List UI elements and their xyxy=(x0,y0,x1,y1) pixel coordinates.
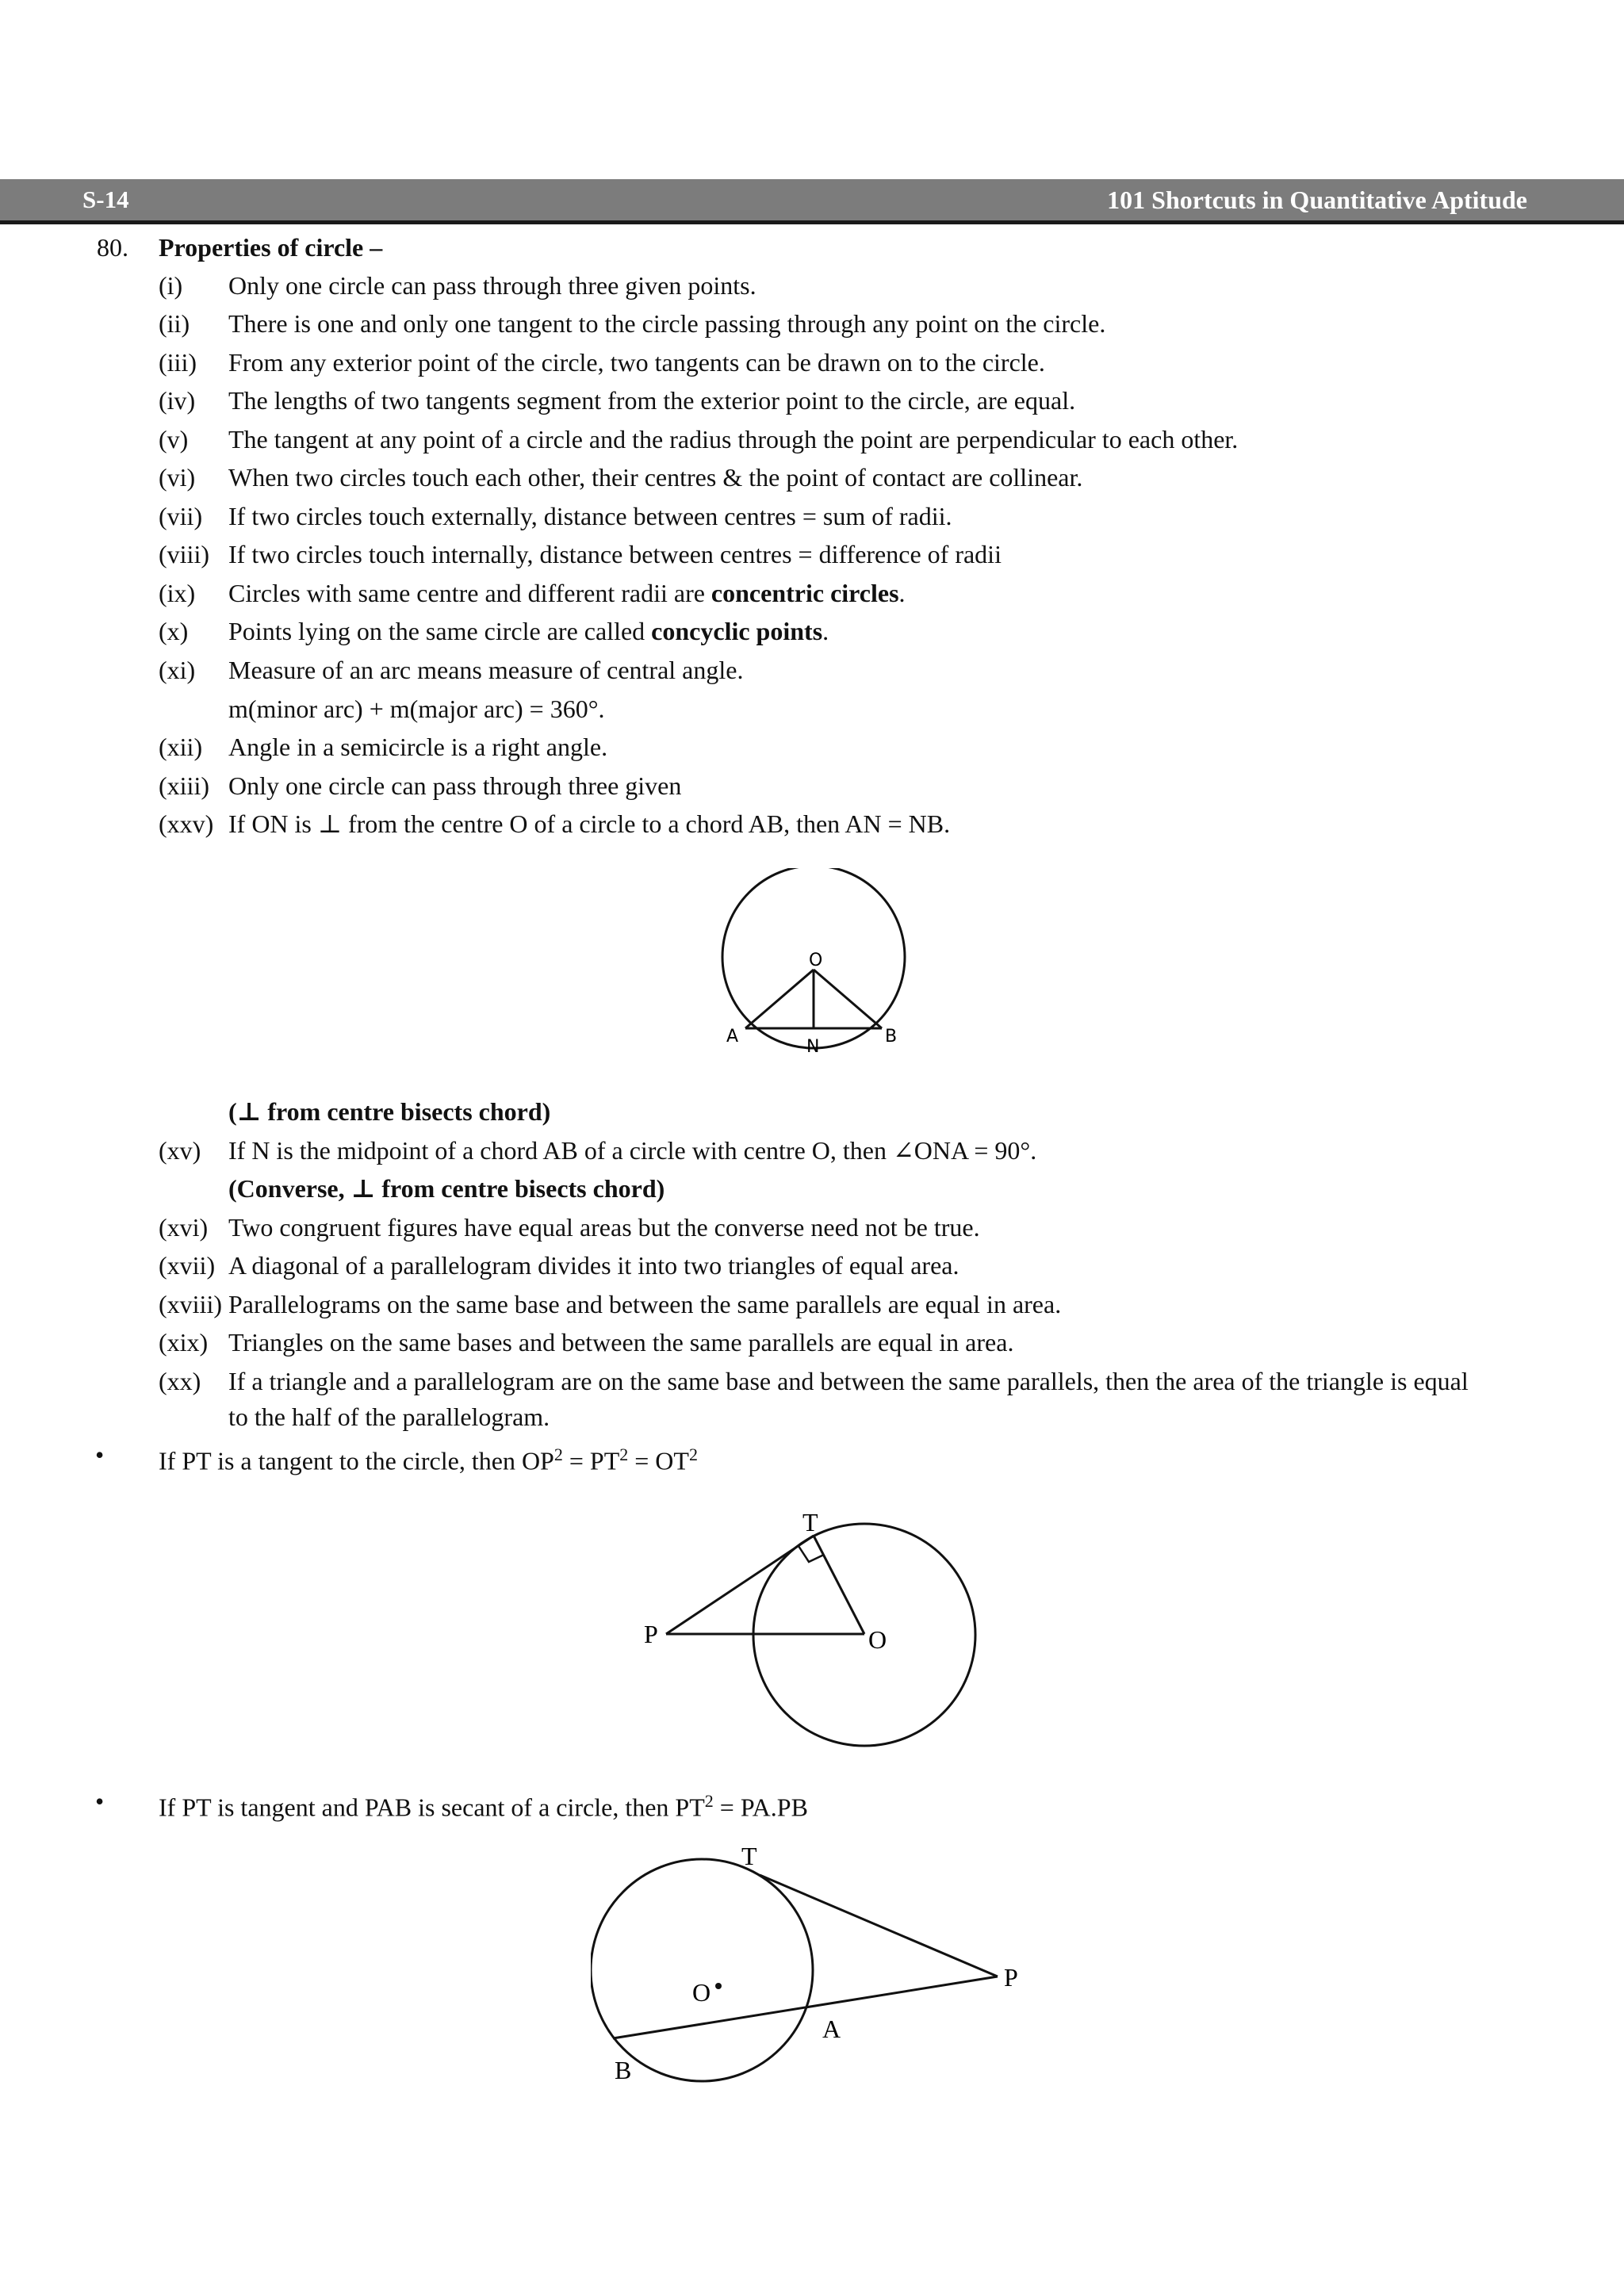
bullet-mark: • xyxy=(95,1787,105,1816)
item-bold-term: concyclic points xyxy=(651,617,823,645)
label-p: P xyxy=(1004,1963,1018,1992)
tangent-pt xyxy=(760,1875,998,1976)
item-text: If ON is ⊥ from the centre O of a circle to a chord AB, then AN = NB. xyxy=(228,809,951,838)
label-o: O xyxy=(868,1625,887,1654)
item-text: If two circles touch externally, distance between centres = sum of radii. xyxy=(228,502,952,530)
circle-outline xyxy=(591,1859,813,2081)
label-b: B xyxy=(885,1027,898,1047)
item-bold-term: concentric circles xyxy=(710,579,899,607)
label-p: P xyxy=(644,1620,658,1648)
bullet-mark: • xyxy=(95,1441,105,1469)
item-number: (x) xyxy=(159,617,189,645)
figure-caption: (Converse, ⊥ from centre bisects chord) xyxy=(228,1174,665,1203)
item-text: If two circles touch internally, distance between centres = difference of radii xyxy=(228,540,1002,568)
radius-ob xyxy=(814,970,882,1028)
text-part: = PA.PB xyxy=(713,1793,808,1822)
item-number: (vi) xyxy=(159,463,196,492)
item-text: The lengths of two tangents segment from the exterior point to the circle, are equal. xyxy=(228,386,1076,415)
superscript: 2 xyxy=(704,1791,714,1811)
item-number: (xvi) xyxy=(159,1213,209,1242)
item-text: Triangles on the same bases and between the same parallels are equal in area. xyxy=(228,1328,1014,1357)
item-number: (ix) xyxy=(159,579,196,607)
superscript: 2 xyxy=(553,1445,563,1464)
label-a: A xyxy=(726,1027,739,1047)
item-text xyxy=(228,615,829,647)
item-text-part: Circles with same centre and different radii are xyxy=(228,579,711,607)
item-number: (xvii) xyxy=(159,1251,216,1280)
radius-oa xyxy=(745,970,814,1028)
item-text xyxy=(228,577,906,609)
item-number: (xviii) xyxy=(159,1290,222,1318)
label-t: T xyxy=(741,1842,757,1870)
section-title: Properties of circle – xyxy=(159,233,383,262)
section-number: 80. xyxy=(97,233,128,262)
item-number: (v) xyxy=(159,425,189,453)
item-number: (xxv) xyxy=(159,809,214,838)
item-text: A diagonal of a parallelogram divides it into two triangles of equal area. xyxy=(228,1251,959,1280)
label-o: O xyxy=(692,1978,711,2007)
label-a: A xyxy=(822,2015,841,2043)
item-text: Only one circle can pass through three given xyxy=(228,771,682,800)
label-n: N xyxy=(806,1037,820,1057)
item-number: (iv) xyxy=(159,386,196,415)
item-text: There is one and only one tangent to the circle passing through any point on the circle. xyxy=(228,309,1106,338)
item-number: (i) xyxy=(159,271,183,300)
item-number: (viii) xyxy=(159,540,209,568)
page-header xyxy=(0,179,1624,224)
item-text-line2: m(minor arc) + m(major arc) = 360°. xyxy=(228,695,605,723)
label-t: T xyxy=(802,1508,818,1536)
item-text: From any exterior point of the circle, two tangents can be drawn on to the circle. xyxy=(228,348,1045,377)
page-number: S-14 xyxy=(82,186,129,213)
label-o: O xyxy=(809,951,823,970)
item-text-part: Points lying on the same circle are called xyxy=(228,617,652,645)
item-text: When two circles touch each other, their centres & the point of contact are collinear. xyxy=(228,463,1083,492)
item-number: (iii) xyxy=(159,348,197,377)
secant-pab xyxy=(613,1976,998,2038)
item-text: Parallelograms on the same base and between the same parallels are equal in area. xyxy=(228,1290,1062,1318)
item-number: (xx) xyxy=(159,1367,201,1395)
tangent-property-text xyxy=(159,1439,698,1477)
item-text: If a triangle and a parallelogram are on the same base and between the same parallels, then the area of the triangle is equal xyxy=(228,1367,1469,1395)
text-part: If PT is tangent and PAB is secant of a circle, then PT xyxy=(159,1793,705,1822)
item-number: (xv) xyxy=(159,1136,201,1165)
item-number: (xi) xyxy=(159,656,196,684)
item-text-line2: to the half of the parallelogram. xyxy=(228,1402,550,1431)
centre-dot xyxy=(715,1983,722,1989)
book-title: 101 Shortcuts in Quantitative Aptitude xyxy=(1107,186,1527,214)
item-text-part: . xyxy=(822,617,829,645)
superscript: 2 xyxy=(688,1445,698,1464)
secant-property-text xyxy=(159,1785,808,1823)
tangent-secant-figure xyxy=(591,1835,1043,2097)
text-part: = OT xyxy=(628,1446,689,1475)
item-text-part: . xyxy=(898,579,906,607)
item-number: (xix) xyxy=(159,1328,209,1357)
label-b: B xyxy=(615,2056,632,2084)
tangent-pt xyxy=(666,1536,814,1634)
item-number: (xii) xyxy=(159,733,203,761)
text-part: If PT is a tangent to the circle, then OP xyxy=(159,1446,554,1475)
chord-bisector-figure xyxy=(698,868,936,1066)
item-text: Measure of an arc means measure of central angle. xyxy=(228,656,744,684)
radius-ot xyxy=(814,1536,864,1634)
item-text: The tangent at any point of a circle and the radius through the point are perpendicular to each other. xyxy=(228,425,1239,453)
superscript: 2 xyxy=(619,1445,629,1464)
item-number: (xiii) xyxy=(159,771,209,800)
item-number: (ii) xyxy=(159,309,190,338)
text-part: = PT xyxy=(562,1446,620,1475)
item-text: Angle in a semicircle is a right angle. xyxy=(228,733,608,761)
item-text: If N is the midpoint of a chord AB of a circle with centre O, then ∠ONA = 90°. xyxy=(228,1136,1037,1165)
item-number: (vii) xyxy=(159,502,203,530)
figure-caption: (⊥ from centre bisects chord) xyxy=(228,1097,551,1126)
item-text: Two congruent figures have equal areas but the converse need not be true. xyxy=(228,1213,980,1242)
tangent-figure xyxy=(626,1502,991,1764)
item-text: Only one circle can pass through three given points. xyxy=(228,271,756,300)
